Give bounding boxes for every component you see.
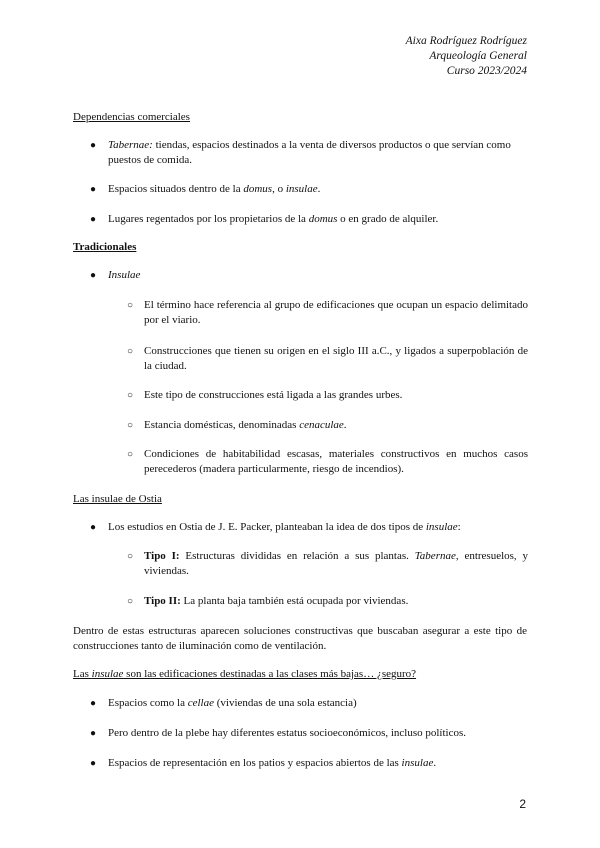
list-item: Los estudios en Ostia de J. E. Packer, planteaban la idea de dos tipos de insulae: [108,521,461,533]
circle-marker: ○ [127,551,134,562]
paragraph: Dentro de estas estructuras aparecen soluciones constructivas que buscaban asegurar a este tipo de construcciones tanto de iluminación como de ventilación. [73,625,527,652]
bullet-marker: ● [90,728,97,739]
header-course: Arqueología General [429,50,527,62]
circle-marker: ○ [127,420,134,431]
section-heading-tradicionales: Tradicionales [73,241,137,253]
list-item: Tabernae: tiendas, espacios destinados a la venta de diversos productos o que servían como puestos de comida. [108,139,511,166]
header-year: Curso 2023/2024 [446,65,527,77]
emphasis: Tabernae: [108,139,153,151]
section-heading-ostia: Las insulae de Ostia [73,493,162,505]
circle-marker: ○ [127,449,134,460]
sub-list-item: Condiciones de habitabilidad escasas, materiales constructivos en muchos casos perecederos (madera particularmente, riesgo de incendios). [144,448,528,475]
section-heading-dependencias: Dependencias comerciales [73,111,190,123]
bullet-marker: ● [90,758,97,769]
sub-list-item: Estancia domésticas, denominadas cenaculae. [144,419,347,431]
bullet-marker: ● [90,270,97,281]
circle-marker: ○ [127,346,134,357]
bullet-marker: ● [90,184,97,195]
list-item: Espacios de representación en los patios y espacios abiertos de las insulae. [108,757,437,769]
bullet-marker: ● [90,214,97,225]
sub-list-item: Este tipo de construcciones está ligada a las grandes urbes. [144,389,403,401]
sub-list-item: Construcciones que tienen su origen en el siglo III a.C., y ligados a superpoblación de la ciudad. [144,345,528,372]
list-item: Insulae [108,269,141,281]
header-author: Aixa Rodríguez Rodríguez [405,35,527,47]
bullet-marker: ● [90,140,97,151]
circle-marker: ○ [127,390,134,401]
section-heading-clases: Las insulae son las edificaciones destinadas a las clases más bajas… ¿seguro? [73,668,417,680]
list-item: Espacios situados dentro de la domus, o insulae. [108,183,321,195]
page-number: 2 [519,797,526,811]
page-header [406,34,527,79]
sub-list-item: Tipo II: La planta baja también está ocupada por viviendas. [144,595,409,607]
bullet-marker: ● [90,522,97,533]
sub-list-item: Tipo I: Estructuras divididas en relación a sus plantas. Tabernae, entresuelos, y viviendas. [144,550,528,577]
list-item: Pero dentro de la plebe hay diferentes estatus socioeconómicos, incluso políticos. [108,727,467,739]
bullet-marker: ● [90,698,97,709]
circle-marker: ○ [127,596,134,607]
sub-list-item: El término hace referencia al grupo de edificaciones que ocupan un espacio delimitado por el viario. [144,299,528,326]
list-item: Espacios como la cellae (viviendas de una sola estancia) [108,697,357,709]
list-item: Lugares regentados por los propietarios de la domus o en grado de alquiler. [108,213,439,225]
circle-marker: ○ [127,300,134,311]
